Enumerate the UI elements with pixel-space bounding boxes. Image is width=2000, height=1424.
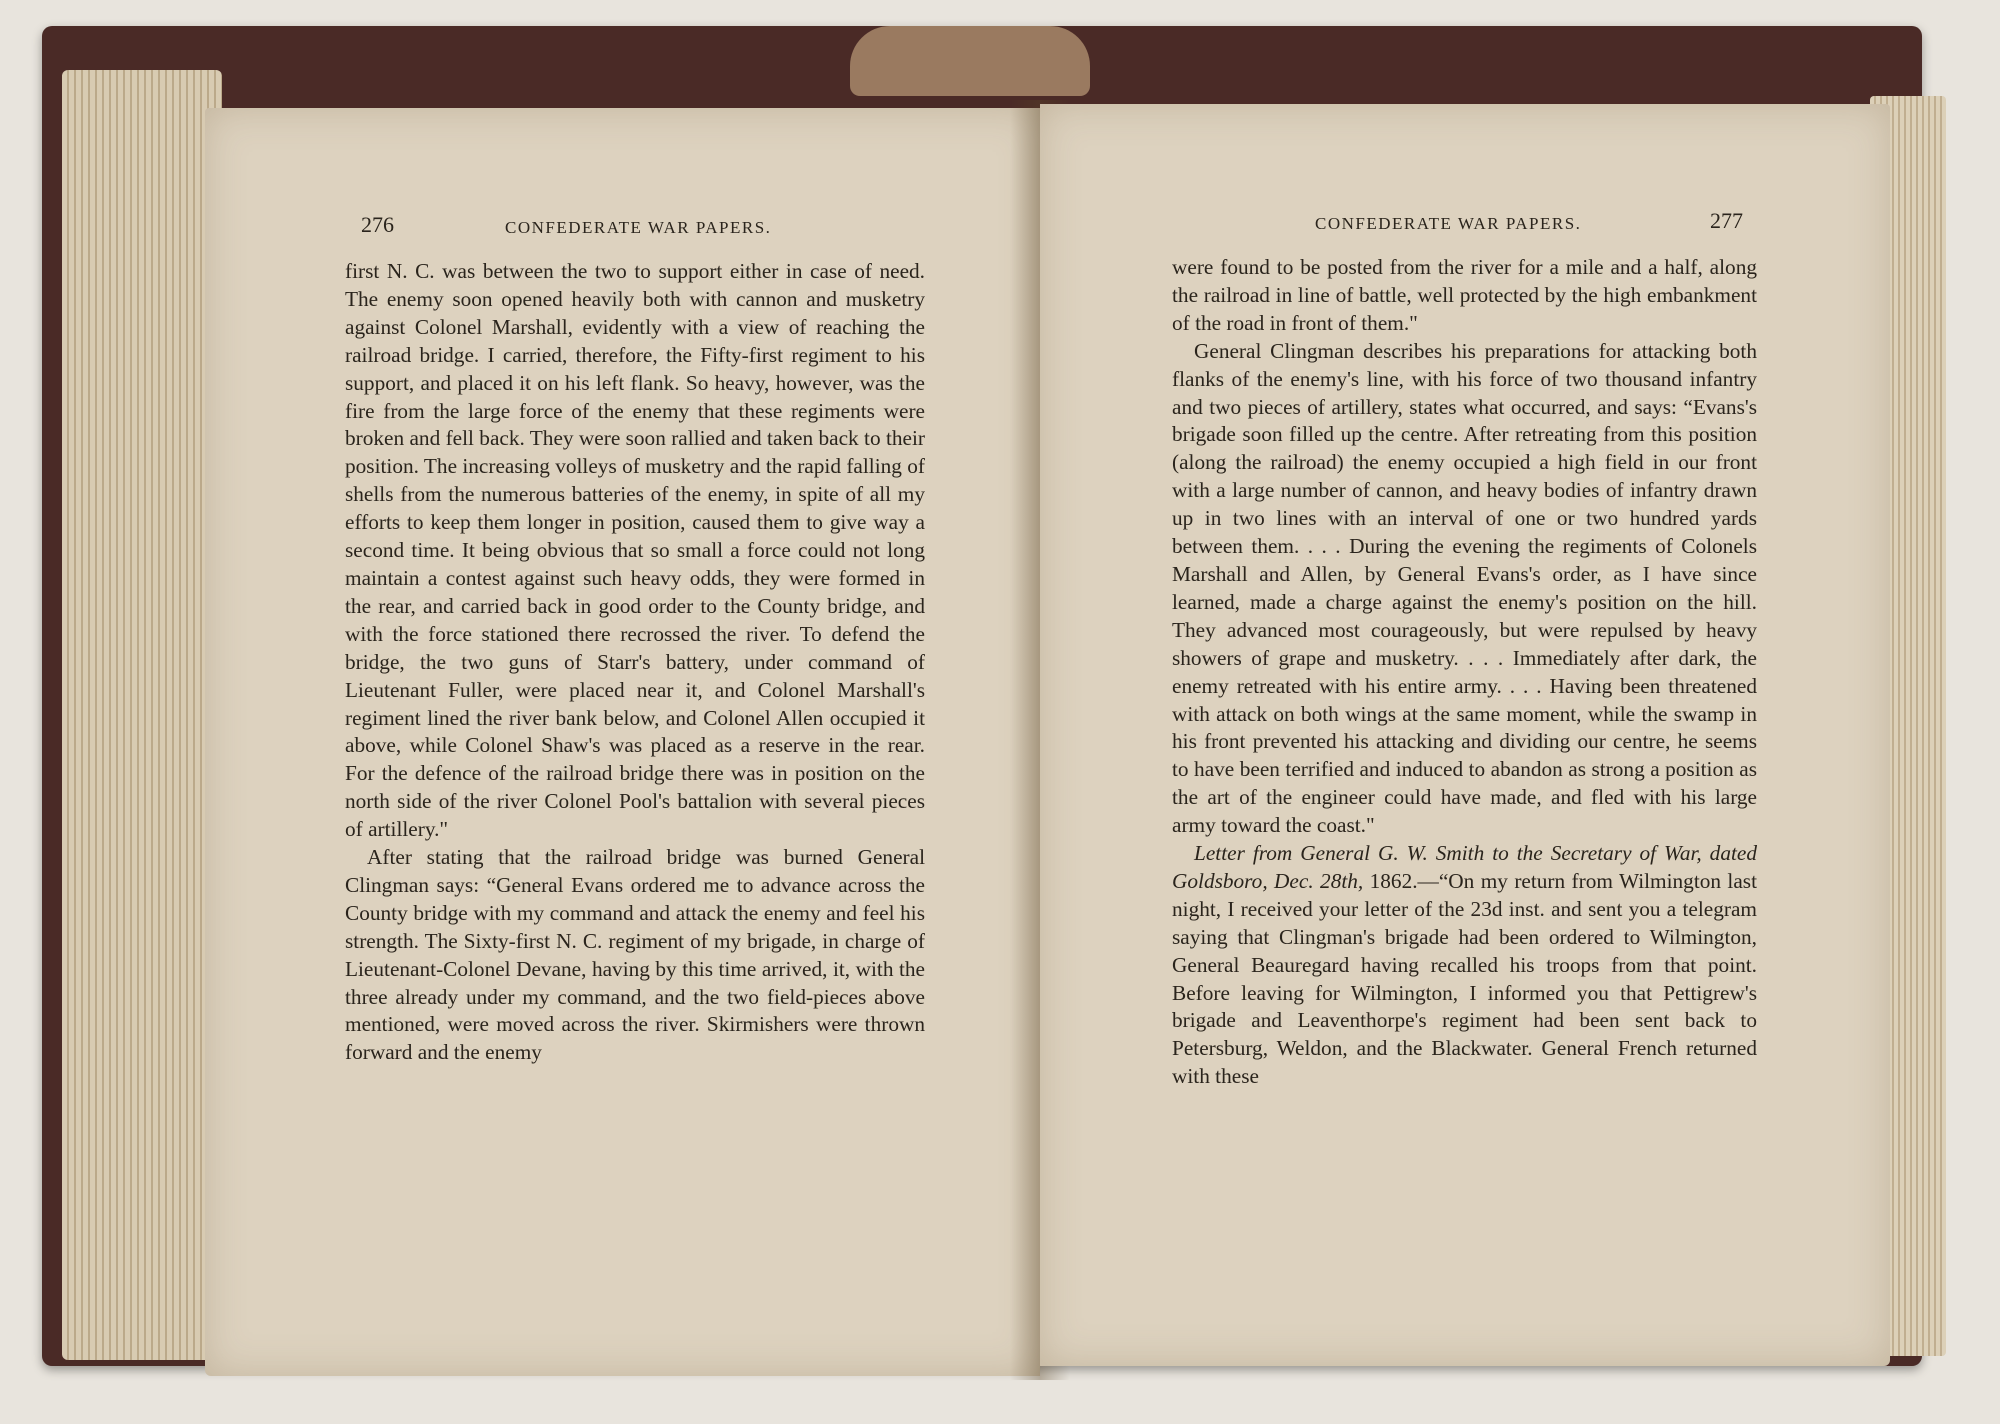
left-page-stack [62, 70, 222, 1360]
paragraph: were found to be posted from the river for a mile and a half, along the railroad in line of battle, well protected by the high embankment of the road in front of them." [1172, 255, 1757, 335]
letter-paragraph [1172, 840, 1757, 1091]
left-page-body [345, 258, 925, 1067]
page-number: 276 [361, 212, 394, 237]
page-number: 277 [1710, 208, 1743, 233]
paragraph: General Clingman describes his preparations for attacking both flanks of the enemy's line, with his force of two thousand infantry and two pieces of artillery, states what occurred, and says: “Evans's brigade soon filled up the centre. After retreating from this position (along the railroad) the enemy occupied a high field in our front with a large number of cannon, and heavy bodies of infantry drawn up in two lines with an interval of one or two hundred yards between them. . . . During the evening the regiments of Colonels Marshall and Allen, by General Evans's order, as I have since learned, made a charge against the enemy's position on the hill. They advanced most courageously, but were repulsed by heavy showers of grape and musketry. . . . Immediately after dark, the enemy retreated with his entire army. . . . Having been threatened with attack on both wings at the same moment, while the swamp in his front prevented his attacking and dividing our centre, he seems to have been terrified and induced to abandon as strong a position as the art of the engineer could have made, and fled with his large army toward the coast." [1172, 338, 1757, 838]
letter-heading: Letter from General G. W. Smith to the Secretary of War, dated Goldsboro, Dec. 28th, [1172, 841, 1757, 893]
letter-body: 1862.—“On my return from Wilmington last night, I received your letter of the 23d inst. and sent you a telegram saying that Clingman's brigade had been ordered to Wilmington, General Beauregard having recalled his troops from that point. Before leaving for Wilmington, I informed you that Pettigrew's brigade and Leaventhorpe's regiment had been sent back to Petersburg, Weldon, and the Blackwater. General French returned with these [1172, 868, 1758, 1089]
running-head: CONFEDERATE WAR PAPERS. [505, 218, 772, 237]
right-page-body [1172, 254, 1757, 1091]
torn-spine [850, 26, 1090, 96]
right-page [1040, 104, 1890, 1366]
paragraph: first N. C. was between the two to support either in case of need. The enemy soon opened heavily both with cannon and musketry against Colonel Marshall, evidently with a view of reaching the railroad bridge. I carried, therefore, the Fifty-first regiment to his support, and placed it on his left flank. So heavy, however, was the fire from the large force of the enemy that these regiments were broken and fell back. They were soon rallied and taken back to their position. The increasing volleys of musketry and the rapid falling of shells from the numerous batteries of the enemy, in spite of all my efforts to keep them longer in position, caused them to give way a second time. It being obvious that so small a force could not long maintain a contest against such heavy odds, they were formed in the rear, and carried back in good order to the County bridge, and with the force stationed there recrossed the river. To defend the bridge, the two guns of Starr's battery, under command of Lieutenant Fuller, were placed near it, and Colonel Marshall's regiment lined the river bank below, and Colonel Allen occupied it above, while Colonel Shaw's was placed as a reserve in the rear. For the defence of the railroad bridge there was in position on the north side of the river Colonel Pool's battalion with several pieces of artillery." [345, 259, 925, 842]
left-page [205, 108, 1040, 1376]
running-head: CONFEDERATE WAR PAPERS. [1315, 214, 1582, 233]
paragraph: After stating that the railroad bridge was burned General Clingman says: “General Evans ordered me to advance across the County bridge with my command and attack the enemy and feel his strength. The Sixty-first N. C. regiment of my brigade, in charge of Lieutenant-Colonel Devane, having by this time arrived, it, with the three already under my command, and the two field-pieces above mentioned, were moved across the river. Skirmishers were thrown forward and the enemy [345, 845, 925, 1065]
